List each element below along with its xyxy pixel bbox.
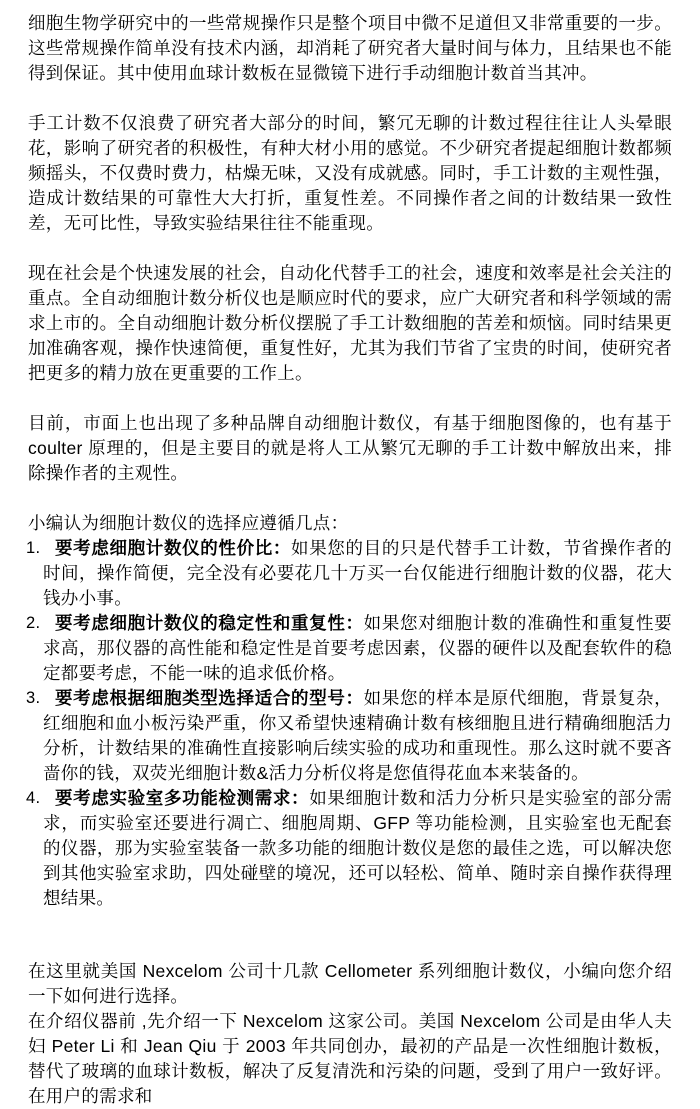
list-item-heading: 要考虑根据细胞类型选择适合的型号： bbox=[55, 688, 364, 708]
paragraph-automation-trend: 现在社会是个快速发展的社会，自动化代替手工的社会，速度和效率是社会关注的重点。全自动细胞计数分析仪也是顺应时代的要求，应广大研究者和科学领域的需求上市的。全自动细胞计数分析仪摆脱了手工计数细胞的苦差和烦恼。同时结果更加准确客观，操作快速简便，重复性好，尤其为我们节省了宝贵的时间，使研究者把更多的精力放在更重要的工作上。 bbox=[28, 263, 672, 383]
paragraph-routine-operations: 细胞生物学研究中的一些常规操作只是整个项目中微不足道但又非常重要的一步。这些常规操作简单没有技术内涵，却消耗了研究者大量时间与体力，且结果也不能得到保证。其中使用血球计数板在显微镜下进行手动细胞计数首当其冲。 bbox=[28, 13, 672, 83]
list-item-text: 如果您对细胞计数的准确性和重复性要求高，那仪器的高性能和稳定性是首要考虑因素，仪器的硬件以及配套软件的稳定都要考虑，不能一味的追求低价格。 bbox=[43, 613, 672, 683]
list-item-number: 1. bbox=[26, 539, 41, 557]
list-item-heading: 要考虑实验室多功能检测需求： bbox=[55, 788, 310, 808]
paragraph-selection-intro: 小编认为细胞计数仪的选择应遵循几点： bbox=[28, 513, 349, 533]
list-item-cost-performance bbox=[26, 536, 672, 611]
list-item-heading: 要考虑细胞计数仪的性价比： bbox=[55, 538, 292, 558]
list-item-text: 如果您的样本是原代细胞，背景复杂，红细胞和血小板污染严重，你又希望快速精确计数有核细胞且进行精确细胞活力分析，计数结果的准确性直接影响后续实验的成功和重现性。那么这时就不要吝啬你的钱，双荧光细胞计数&活力分析仪将是您值得花血本来装备的。 bbox=[43, 688, 672, 783]
list-item-number: 3. bbox=[26, 689, 41, 707]
list-item-cell-type-model bbox=[26, 686, 672, 786]
selection-criteria-list bbox=[28, 536, 672, 911]
list-item-number: 4. bbox=[26, 789, 41, 807]
list-item-text: 如果细胞计数和活力分析只是实验室的部分需求，而实验室还要进行凋亡、细胞周期、GFP 等功能检测，且实验室也无配套的仪器，那为实验室装备一款多功能的细胞计数仪是您的最佳之选，可以解决您到其他实验室求助，四处碰壁的境况，还可以轻松、简单、随时亲自操作获得理想结果。 bbox=[43, 788, 673, 908]
paragraph-manual-counting-drawbacks: 手工计数不仅浪费了研究者大部分的时间，繁冗无聊的计数过程往往让人头晕眼花，影响了研究者的积极性，有种大材小用的感觉。不少研究者提起细胞计数都频频摇头，不仅费时费力，枯燥无味，又没有成就感。同时，手工计数的主观性强，造成计数结果的可靠性大大打折，重复性差。不同操作者之间的计数结果一致性差，无可比性，导致实验结果往往不能重现。 bbox=[28, 113, 672, 233]
list-item-text: 如果您的目的只是代替手工计数，节省操作者的时间，操作简便，完全没有必要花几十万买一台仅能进行细胞计数的仪器，花大钱办小事。 bbox=[43, 538, 672, 608]
list-item-stability-repeatability bbox=[26, 611, 672, 686]
list-item-number: 2. bbox=[26, 614, 41, 632]
paragraph-nexcelom-intro: 在这里就美国 Nexcelom 公司十几款 Cellometer 系列细胞计数仪，小编向您介绍一下如何进行选择。 bbox=[28, 961, 672, 1006]
list-item-heading: 要考虑细胞计数仪的稳定性和重复性： bbox=[55, 613, 364, 633]
paragraph-market-overview: 目前，市面上也出现了多种品牌自动细胞计数仪，有基于细胞图像的，也有基于 coulter 原理的，但是主要目的就是将人工从繁冗无聊的手工计数中解放出来，排除操作者的主观性。 bbox=[28, 413, 672, 483]
paragraph-nexcelom-history: 在介绍仪器前 ,先介绍一下 Nexcelom 这家公司。美国 Nexcelom 公司是由华人夫妇 Peter Li 和 Jean Qiu 于 2003 年共同创办，最初的产品是一次性细胞计数板，替代了玻璃的血球计数板，解决了反复清洗和污染的问题，受到了用户一致好评。在用户的需求和 bbox=[28, 1011, 672, 1106]
list-item-multifunction-needs bbox=[26, 786, 673, 911]
